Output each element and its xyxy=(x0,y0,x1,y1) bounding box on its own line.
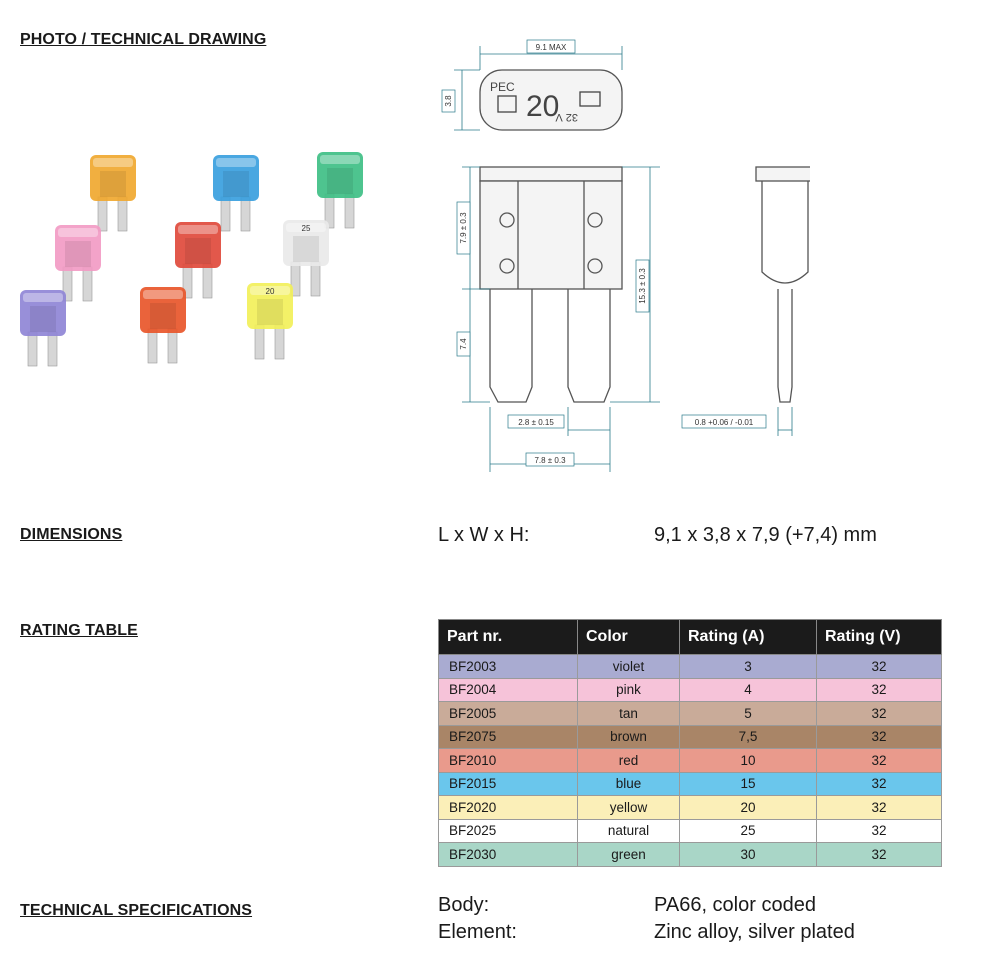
header-amps: Rating (A) xyxy=(680,620,817,655)
fuse-image xyxy=(20,290,66,366)
spec-label-element: Element: xyxy=(438,921,517,943)
dim-top-height: 3.8 xyxy=(444,95,453,107)
spec-value-body: PA66, color coded xyxy=(654,894,816,916)
cell-part: BF2030 xyxy=(439,843,578,867)
section-title-dimensions: DIMENSIONS xyxy=(20,526,123,543)
cell-volts: 32 xyxy=(817,796,942,820)
cell-volts: 32 xyxy=(817,749,942,773)
cell-volts: 32 xyxy=(817,702,942,726)
marking-brand: PEC xyxy=(490,80,515,94)
fuse-image xyxy=(55,225,101,301)
cell-amps: 4 xyxy=(680,678,817,702)
fuse-marking: 20 xyxy=(265,287,275,296)
table-row xyxy=(439,678,942,702)
table-row xyxy=(439,655,942,679)
cell-amps: 20 xyxy=(680,796,817,820)
cell-color: violet xyxy=(578,655,680,679)
rating-table-header xyxy=(439,620,942,655)
fuse-image xyxy=(213,155,259,231)
table-row xyxy=(439,702,942,726)
cell-part: BF2075 xyxy=(439,725,578,749)
rating-table xyxy=(438,619,942,867)
marking-rating: 20 xyxy=(526,90,560,123)
dimensions-value: 9,1 x 3,8 x 7,9 (+7,4) mm xyxy=(654,524,877,546)
dim-blade-length: 7.4 xyxy=(459,338,468,350)
cell-color: yellow xyxy=(578,796,680,820)
header-part: Part nr. xyxy=(439,620,578,655)
spec-value-element: Zinc alloy, silver plated xyxy=(654,921,855,943)
cell-part: BF2004 xyxy=(439,678,578,702)
table-row xyxy=(439,843,942,867)
dim-top-width: 9.1 MAX xyxy=(535,43,567,52)
cell-amps: 30 xyxy=(680,843,817,867)
technical-drawing xyxy=(440,32,810,482)
dim-body-height: 7.9 ± 0.3 xyxy=(459,212,468,244)
marking-voltage: 32 V xyxy=(555,111,578,123)
dim-total-width: 7.8 ± 0.3 xyxy=(534,456,566,465)
cell-part: BF2010 xyxy=(439,749,578,773)
cell-amps: 3 xyxy=(680,655,817,679)
header-color: Color xyxy=(578,620,680,655)
cell-amps: 25 xyxy=(680,819,817,843)
cell-amps: 15 xyxy=(680,772,817,796)
dim-total-height: 15.3 ± 0.3 xyxy=(638,268,647,304)
fuse-marking: 25 xyxy=(301,224,311,233)
cell-amps: 7,5 xyxy=(680,725,817,749)
dim-blade-thickness: 0.8 +0.06 / -0.01 xyxy=(694,418,754,427)
cell-volts: 32 xyxy=(817,843,942,867)
table-row xyxy=(439,725,942,749)
section-title-rating: RATING TABLE xyxy=(20,622,138,639)
cell-volts: 32 xyxy=(817,772,942,796)
cell-color: pink xyxy=(578,678,680,702)
cell-part: BF2003 xyxy=(439,655,578,679)
cell-color: blue xyxy=(578,772,680,796)
dimensions-label: L x W x H: xyxy=(438,524,530,546)
cell-color: brown xyxy=(578,725,680,749)
cell-part: BF2025 xyxy=(439,819,578,843)
fuse-image xyxy=(247,283,293,359)
cell-volts: 32 xyxy=(817,819,942,843)
cell-color: tan xyxy=(578,702,680,726)
cell-volts: 32 xyxy=(817,725,942,749)
cell-volts: 32 xyxy=(817,655,942,679)
cell-color: natural xyxy=(578,819,680,843)
fuse-image xyxy=(90,155,136,231)
spec-label-body: Body: xyxy=(438,894,490,916)
front-view-outline xyxy=(480,181,622,289)
fuse-product-photo xyxy=(15,140,375,380)
cell-part: BF2020 xyxy=(439,796,578,820)
table-row xyxy=(439,749,942,773)
table-row xyxy=(439,819,942,843)
fuse-image xyxy=(317,152,363,228)
cell-amps: 5 xyxy=(680,702,817,726)
fuse-image xyxy=(175,222,221,298)
section-title-photo: PHOTO / TECHNICAL DRAWING xyxy=(20,31,267,48)
side-view-outline xyxy=(756,167,810,181)
cell-part: BF2015 xyxy=(439,772,578,796)
table-row xyxy=(439,772,942,796)
cell-color: red xyxy=(578,749,680,773)
header-volts: Rating (V) xyxy=(817,620,942,655)
cell-color: green xyxy=(578,843,680,867)
cell-part: BF2005 xyxy=(439,702,578,726)
dim-blade-width: 2.8 ± 0.15 xyxy=(518,418,554,427)
table-row xyxy=(439,796,942,820)
cell-volts: 32 xyxy=(817,678,942,702)
fuse-image xyxy=(140,287,186,363)
section-title-specs: TECHNICAL SPECIFICATIONS xyxy=(20,902,253,919)
cell-amps: 10 xyxy=(680,749,817,773)
